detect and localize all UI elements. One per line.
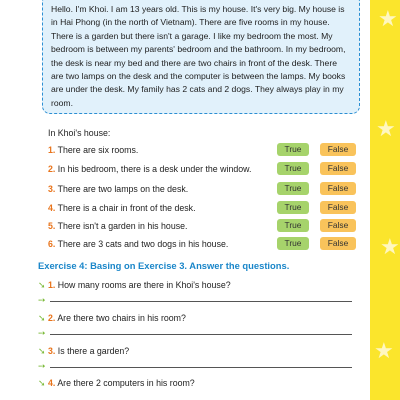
question-text	[48, 378, 195, 389]
star-icon: ★	[374, 338, 394, 363]
false-button[interactable]: False	[320, 219, 356, 232]
false-button[interactable]: False	[320, 182, 356, 195]
arrow-icon: ➘	[38, 280, 46, 290]
item-statement: In his bedroom, there is a desk under the window.	[57, 164, 252, 174]
false-button[interactable]: False	[320, 237, 356, 250]
true-false-row	[48, 237, 358, 251]
question-row	[38, 313, 354, 343]
question-number: 2.	[48, 313, 56, 323]
true-button[interactable]: True	[277, 237, 309, 250]
false-button[interactable]: False	[320, 201, 356, 214]
item-statement: There isn't a garden in his house.	[57, 221, 188, 231]
question-number: 4.	[48, 378, 56, 388]
question-label: Are there 2 computers in his room?	[57, 378, 195, 388]
answer-line[interactable]	[50, 367, 352, 368]
question-label: Are there two chairs in his room?	[57, 313, 186, 323]
arrow-icon: ➙	[38, 361, 46, 371]
decorative-side-stripe	[370, 0, 400, 400]
question-label: How many rooms are there in Khoi's house?	[57, 280, 231, 290]
item-number: 3.	[48, 184, 56, 194]
arrow-icon: ➘	[38, 378, 46, 388]
question-number: 1.	[48, 280, 56, 290]
item-statement: There is a chair in front of the desk.	[57, 203, 196, 213]
false-button[interactable]: False	[320, 143, 356, 156]
item-number: 1.	[48, 145, 56, 155]
item-number: 2.	[48, 164, 56, 174]
question-row	[38, 378, 354, 400]
star-icon: ★	[380, 234, 400, 259]
star-icon: ★	[376, 116, 396, 141]
item-number: 6.	[48, 239, 56, 249]
true-false-row	[48, 143, 358, 157]
true-button[interactable]: True	[277, 182, 309, 195]
item-number: 4.	[48, 203, 56, 213]
true-button[interactable]: True	[277, 219, 309, 232]
true-button[interactable]: True	[277, 143, 309, 156]
item-statement: There are 3 cats and two dogs in his house.	[57, 239, 229, 249]
question-text	[48, 346, 129, 357]
question-label: Is there a garden?	[57, 346, 130, 356]
true-false-row	[48, 162, 358, 176]
answer-line[interactable]	[50, 334, 352, 335]
item-statement: There are two lamps on the desk.	[57, 184, 189, 194]
exercise4-title: Exercise 4: Basing on Exercise 3. Answer the questions.	[38, 260, 290, 271]
question-number: 3.	[48, 346, 56, 356]
arrow-icon: ➙	[38, 328, 46, 338]
item-number: 5.	[48, 221, 56, 231]
star-icon: ★	[378, 6, 398, 31]
true-false-row	[48, 182, 358, 196]
question-row	[38, 280, 354, 310]
true-false-row	[48, 219, 358, 233]
true-button[interactable]: True	[277, 162, 309, 175]
question-row	[38, 346, 354, 376]
true-false-row	[48, 201, 358, 215]
answer-line[interactable]	[50, 301, 352, 302]
false-button[interactable]: False	[320, 162, 356, 175]
passage-text: Hello. I'm Khoi. I am 13 years old. This is my house. It's very big. My house is in Hai Phong (in the north of Vietnam). There are five rooms in my house. There is a garden but there isn't a garage. I like my bedroom the most. My bedroom is between my parents' bedroom and the bathroom. In my bedroom, the desk is near my bed and there are two chairs in front of the desk. There are two lamps on the desk and the computer is between the lamps. My books are under the desk. My family has 2 cats and 2 dogs. They always play in my room.	[51, 4, 346, 108]
question-text	[48, 280, 231, 291]
reading-passage	[42, 0, 360, 114]
arrow-icon: ➙	[38, 295, 46, 305]
item-statement: There are six rooms.	[57, 145, 139, 155]
true-button[interactable]: True	[277, 201, 309, 214]
arrow-icon: ➘	[38, 346, 46, 356]
arrow-icon: ➘	[38, 313, 46, 323]
question-text	[48, 313, 186, 324]
exercise3-intro: In Khoi's house:	[48, 128, 111, 138]
